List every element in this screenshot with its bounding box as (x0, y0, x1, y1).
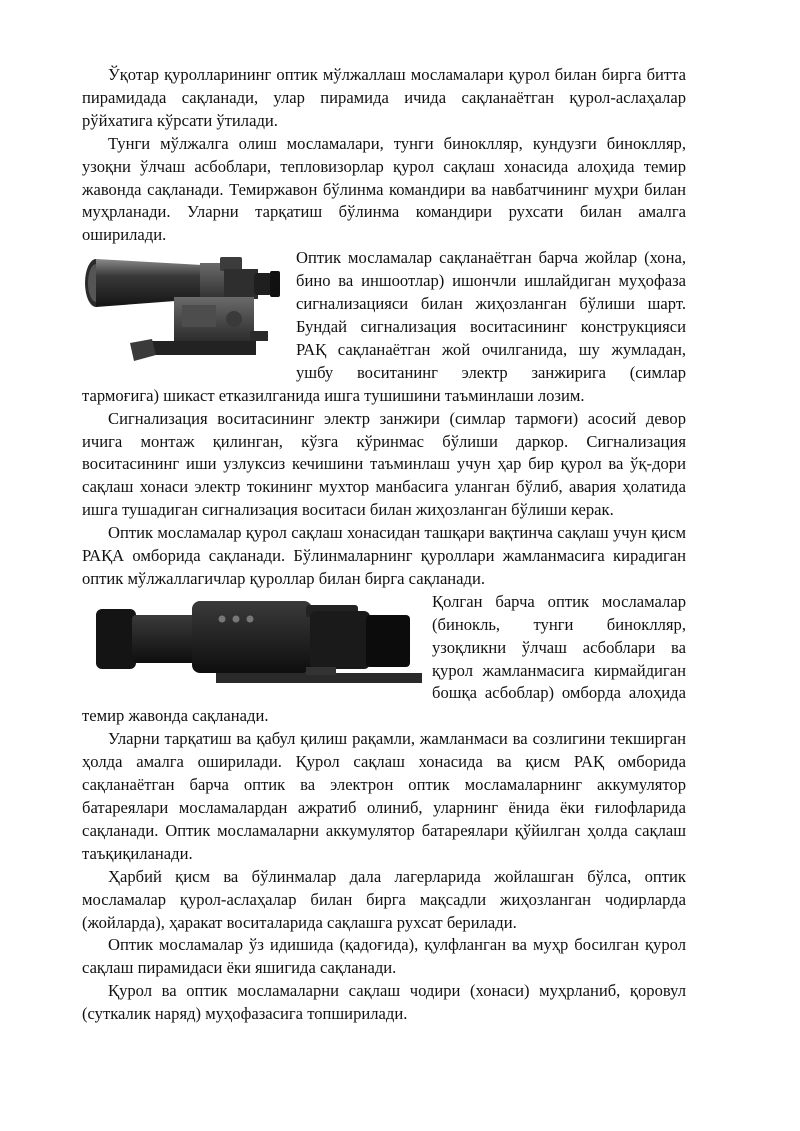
paragraph-9: Оптик мосламалар ўз идишида (қадоғида), қулфланган ва муҳр босилган қурол сақлаш пирамидаси ёки яшигида сақланади. (82, 935, 686, 978)
document-body (82, 64, 686, 1026)
paragraph-4: Сигнализация воситасининг электр занжири (симлар тармоғи) асосий девор ичига монтаж қилинган, кўзга кўринмас бўлиши даркор. Сигнализация воситасининг иши узлуксиз кечишини таъминлаш учун ҳар бир қурол ва ўқ-дори сақлаш хонаси электр токининг мухтор манбасига уланган бўлиб, авария ҳолатида ишга тушадиган сигнализация воситаси билан жиҳозланган бўлиши керак. (82, 408, 686, 520)
paragraph-10: Қурол ва оптик мосламаларни сақлаш чодири (хонаси) муҳрланиб, қоровул (суткалик наряд) муҳофазасига топширилади. (82, 981, 686, 1024)
paragraph-7: Уларни тарқатиш ва қабул қилиш рақамли, жамланмаси ва созлигини текширган ҳолда амалга оширилади. Қурол сақлаш хонасида ва қисм РАҚ омборида сақланаётган барча оптик ва электрон оптик мосламаларнинг аккумулятор батареялари мосламалардан ажратиб олиниб, уларнинг ёнида ёки ғилофларида сақланади. Оптик мосламаларни аккумулятор батареялари қўйилган ҳолда сақлаш таъқиқиланади. (82, 729, 686, 863)
scope-image (82, 247, 286, 367)
paragraph-2 (82, 133, 686, 248)
paragraph-6: Қолган барча оптик мосламалар (бинокль, тунги биноклляр, узоқликни ўлчаш асбоблари ва қурол жамланмасига кирмайдиган бошқа асбоблар) омборда алоҳида темир жавонда сақланади. (82, 591, 686, 726)
paragraph-1: Ўқотар қуролларининг оптик мўлжаллаш мосламалари қурол билан бирга битта пирамидада сақланади, улар пирамида ичида сақланаётган қурол-аслаҳалар рўйхатига кўрсати ўтилади. (82, 65, 686, 130)
paragraph-3: Оптик мосламалар сақланаётган барча жойлар (хона, бино ва иншоотлар) ишончли ишлайдиган муҳофаза сигнализацияси билан жиҳозланган бўлиши шарт. Бундай сигнализация воситасининг конструкцияси РАҚ сақланаётган жой очилганида, шу жумладан, ушбу воситанинг электр занжирига (симлар тармоғига) шикаст етказилганида ишга тушишини таъминлаши лозим. (82, 248, 686, 405)
thermal-sight-image (96, 597, 422, 689)
paragraph-5: Оптик мосламалар қурол сақлаш хонасидан ташқари вақтинча сақлаш учун қисм РАҚА омборида сақланади. Бўлинмаларнинг қуроллари жамланмасига кирадиган оптик мўлжаллагичлар қуроллар билан бирга сақланади. (82, 523, 686, 588)
paragraph-8: Ҳарбий қисм ва бўлинмалар дала лагерларида жойлашган бўлса, оптик мосламалар қурол-аслаҳалар билан бирга мақсадли жиҳозланган чодирларда (жойларда), ҳаракат воситаларида сақлашга рухсат берилади. (82, 866, 686, 932)
paragraph-2-text: Тунги мўлжалга олиш мосламалари, тунги биноклляр, кундузги биноклляр, узоқни ўлчаш асбоблари, тепловизорлар қурол сақлаш хонасида алоҳида темир жавонда сақланади. Темиржавон бўлинма командири ва навбатчининг муҳри билан муҳрланади. Уларни тарқатиш бўлинма командири рухсати билан амалга оширилади. (82, 133, 686, 245)
